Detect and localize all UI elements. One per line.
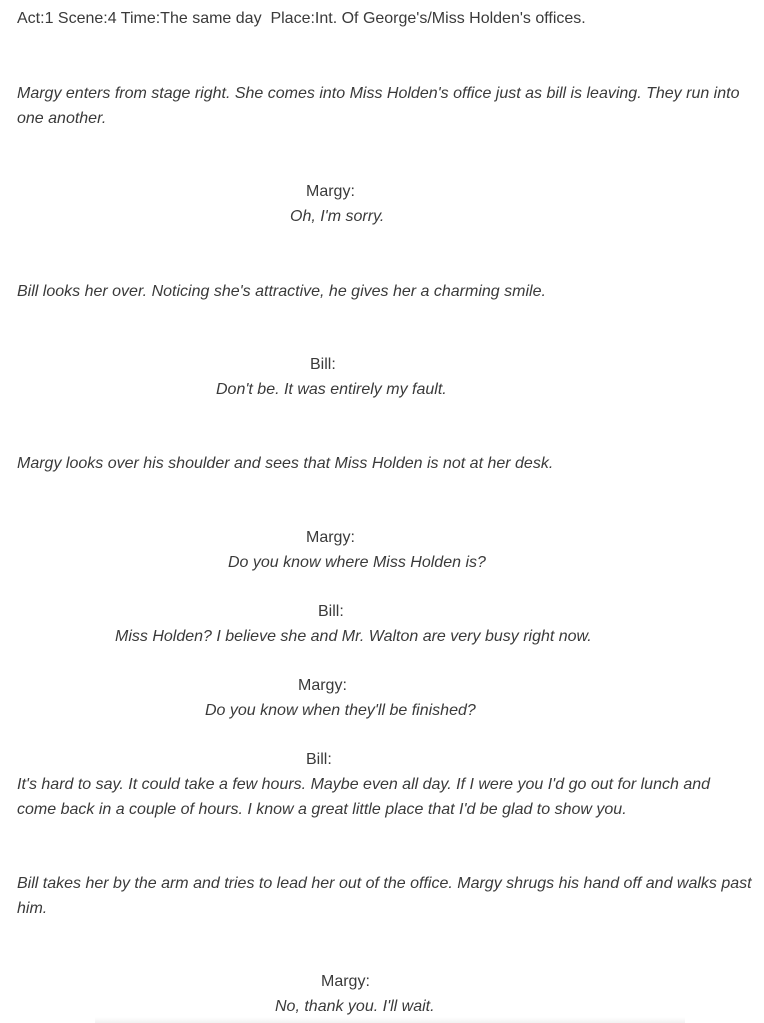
dialogue-line: Do you know when they'll be finished?: [205, 702, 476, 719]
speaker-name: Bill:: [306, 751, 332, 768]
scene-heading: Act:1 Scene:4 Time:The same day Place:Int. Of George's/Miss Holden's offices.: [17, 10, 586, 27]
speaker-name: Margy:: [306, 529, 355, 546]
stage-direction: Bill takes her by the arm and tries to lead her out of the office. Margy shrugs his hand off and walks past him.: [17, 875, 752, 917]
speaker-name: Margy:: [321, 973, 370, 990]
bottom-fade: [95, 1017, 685, 1023]
speaker-name: Margy:: [298, 677, 347, 694]
dialogue-line: Don't be. It was entirely my fault.: [216, 381, 447, 398]
dialogue-line: Miss Holden? I believe she and Mr. Walton are very busy right now.: [115, 628, 592, 645]
stage-direction: Margy looks over his shoulder and sees that Miss Holden is not at her desk.: [17, 455, 554, 472]
dialogue-line: It's hard to say. It could take a few hours. Maybe even all day. If I were you I'd go out for lunch and come back in a couple of hours. I know a great little place that I'd be glad to show you.: [17, 776, 711, 818]
speaker-name: Bill:: [318, 603, 344, 620]
dialogue-line: Oh, I'm sorry.: [290, 208, 385, 225]
stage-direction: Bill looks her over. Noticing she's attractive, he gives her a charming smile.: [17, 283, 546, 300]
stage-direction: Margy enters from stage right. She comes into Miss Holden's office just as bill is leaving. They run into one another.: [17, 85, 740, 127]
speaker-name: Margy:: [306, 183, 355, 200]
dialogue-line: Do you know where Miss Holden is?: [228, 554, 486, 571]
speaker-name: Bill:: [310, 356, 336, 373]
dialogue-line: No, thank you. I'll wait.: [275, 998, 435, 1015]
